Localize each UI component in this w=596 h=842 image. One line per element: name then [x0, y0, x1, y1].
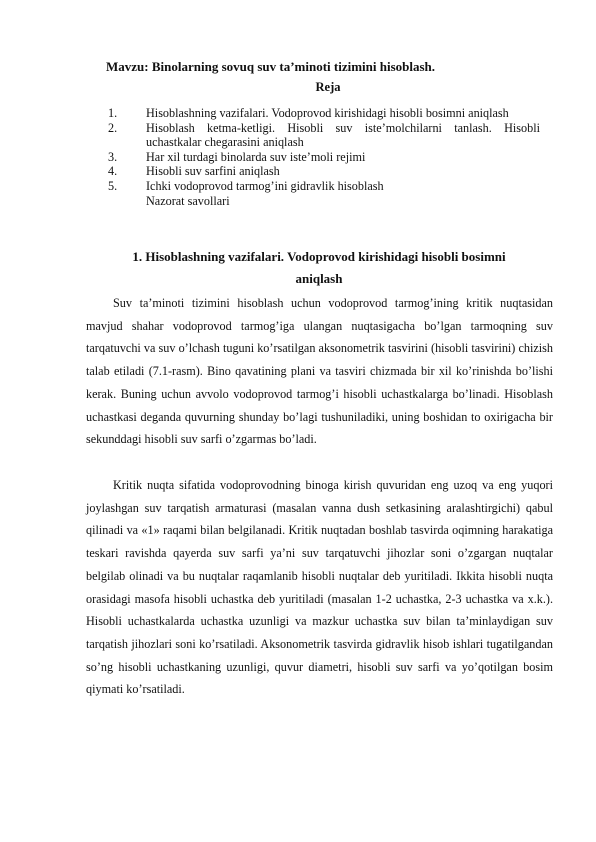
plan-item — [108, 164, 540, 179]
section-title-line: 1. Hisoblashning vazifalari. Vodoprovod kirishidagi hisobli bosimni — [132, 249, 506, 264]
paragraph-text: Kritik nuqta sifatida vodoprovodning binoga kirish quvuridan eng uzoq va eng yuqori joylashgan suv tarqatish armaturasi (masalan vanna dush setkasining aralashtirgichi) qabul qilinadi va «1» raqami bilan belgilanadi. Kritik nuqtadan boshlab tasvirda oqimning harakatiga teskari ravishda qayerda suv sarfi ya’ni suv tarqatuvchi jihozlar soni o’zgargan nuqtalar belgilab olinadi va bu nuqtalar raqamlanib hisobli nuqtalar deb yuritiladi. Ikkita hisobli nuqta orasidagi masofa hisobli uchastka deb yuritiladi (masalan 1-2 uchastka, 2-3 uchastka va x.k.). Hisobli uchastkalarda uchastka uzunligi va mazkur uchastka suv bilan ta’minlaydigan suv tarqatish jihozlari soni ko’rsatiladi. Aksonometrik tasvirda gidravlik hisob ishlari tugatilgandan so’ng hisobli uchastkaning uzunligi, quvur diametri, hisobli suv sarfi va yo’qotilgan bosim qiymati ko’rsatiladi. — [86, 478, 553, 697]
plan-item-number: 5. — [108, 178, 118, 193]
body-paragraph — [86, 292, 553, 451]
paragraph-text: Suv ta’minoti tizimini hisoblash uchun vodoprovod tarmog’ining kritik nuqtasidan mavjud shahar vodoprovod tarmog’iga ulangan nuqtasigacha bo’lgan tarmoqning suv tarqatuvchi va suv o’lchash tuguni ko’rsatilgan aksonometrik tasvirini (hisobli tasvirini) chizish talab etiladi (7.1-rasm). Bino qavatining plani va tasviri chizmada bir xil ko’rinishda bo’lishi kerak. Buning uchun avvolo vodoprovod tarmog’i hisobli uchastkalarga bo’linadi. Hisoblash uchastkasi deganda quvurning shunday bo’lagi tushuniladiki, uning boshidan to oxirigacha bir sekunddagi hisobli suv sarfi o’zgarmas bo’ladi. — [86, 296, 553, 447]
plan-item-number: 1. — [108, 106, 118, 120]
plan-heading: Reja — [315, 80, 341, 94]
plan-item-text: Hisoblash ketma-ketligi. Hisobli suv iste’molchilarni tanlash. Hisobli uchastkalar chegarasini aniqlash — [146, 120, 540, 150]
plan-item-text: Har xil turdagi binolarda suv iste’moli rejimi — [146, 149, 366, 164]
plan-item-text: Ichki vodoprovod tarmog’ini gidravlik hisoblash — [146, 178, 384, 193]
section-title — [90, 246, 548, 290]
plan-list — [108, 106, 540, 208]
body-paragraph — [86, 474, 553, 701]
plan-item — [108, 121, 540, 150]
plan-item — [108, 179, 540, 194]
plan-extra-item: Nazorat savollari — [146, 193, 230, 208]
plan-item — [108, 106, 540, 121]
plan-item-number: 2. — [108, 120, 118, 135]
plan-item — [108, 150, 540, 165]
topic-title: Mavzu: Binolarning sovuq suv ta’minoti tizimini hisoblash. — [106, 59, 436, 74]
plan-item-text: Hisobli suv sarfini aniqlash — [146, 164, 280, 179]
plan-item-number: 3. — [108, 149, 118, 164]
plan-item-number: 4. — [108, 164, 118, 179]
section-title-line: aniqlash — [295, 271, 343, 286]
plan-item-text: Hisoblashning vazifalari. Vodoprovod kirishidagi hisobli bosimni aniqlash — [146, 106, 509, 120]
